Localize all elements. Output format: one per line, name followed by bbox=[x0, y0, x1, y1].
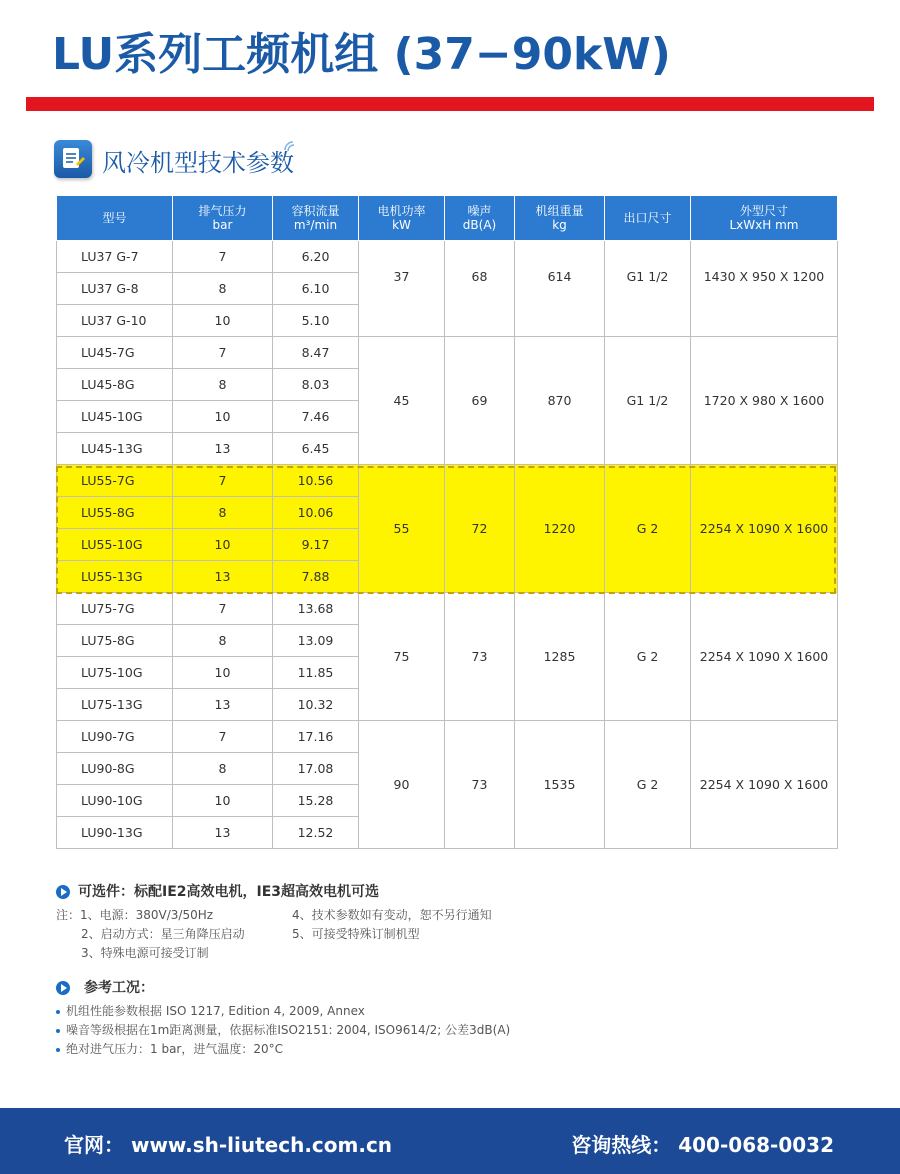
header-noise: 噪声 dB(A) bbox=[445, 196, 515, 241]
outlet-cell: G1 1/2 bbox=[605, 241, 691, 337]
dimensions-cell: 2254 X 1090 X 1600 bbox=[691, 465, 838, 593]
pressure-cell: 10 bbox=[173, 785, 273, 817]
power-cell: 75 bbox=[359, 593, 445, 721]
flow-cell: 10.56 bbox=[273, 465, 359, 497]
pressure-cell: 8 bbox=[173, 273, 273, 305]
flow-cell: 17.08 bbox=[273, 753, 359, 785]
noise-cell: 68 bbox=[445, 241, 515, 337]
weight-cell: 1535 bbox=[515, 721, 605, 849]
power-cell: 45 bbox=[359, 337, 445, 465]
header-weight: 机组重量 kg bbox=[515, 196, 605, 241]
flow-cell: 8.03 bbox=[273, 369, 359, 401]
header-model: 型号 bbox=[57, 196, 173, 241]
website-link[interactable]: 官网： www.sh-liutech.com.cn bbox=[64, 1133, 393, 1157]
bullet-dot-icon bbox=[56, 1029, 60, 1033]
model-cell: LU37 G-8 bbox=[57, 273, 173, 305]
footer-bar bbox=[0, 1108, 900, 1174]
model-cell: LU90-13G bbox=[57, 817, 173, 849]
model-cell: LU55-7G bbox=[57, 465, 173, 497]
power-cell: 37 bbox=[359, 241, 445, 337]
model-cell: LU37 G-7 bbox=[57, 241, 173, 273]
power-cell: 55 bbox=[359, 465, 445, 593]
noise-cell: 72 bbox=[445, 465, 515, 593]
hotline-text: 咨询热线： 400-068-0032 bbox=[571, 1133, 834, 1157]
pressure-cell: 7 bbox=[173, 241, 273, 273]
note-item: 5、可接受特殊订制机型 bbox=[292, 927, 420, 941]
model-cell: LU45-10G bbox=[57, 401, 173, 433]
model-cell: LU75-13G bbox=[57, 689, 173, 721]
table-row bbox=[57, 721, 838, 753]
notes-column-1 bbox=[56, 906, 245, 963]
flow-cell: 6.45 bbox=[273, 433, 359, 465]
flow-cell: 9.17 bbox=[273, 529, 359, 561]
play-bullet-icon bbox=[56, 981, 70, 995]
reference-item: 绝对进气压力：1 bar，进气温度：20°C bbox=[56, 1040, 510, 1059]
outlet-cell: G 2 bbox=[605, 593, 691, 721]
flow-cell: 10.06 bbox=[273, 497, 359, 529]
pressure-cell: 13 bbox=[173, 817, 273, 849]
weight-cell: 614 bbox=[515, 241, 605, 337]
pressure-cell: 13 bbox=[173, 561, 273, 593]
model-cell: LU55-13G bbox=[57, 561, 173, 593]
noise-cell: 73 bbox=[445, 593, 515, 721]
header-pressure: 排气压力 bar bbox=[173, 196, 273, 241]
pressure-cell: 8 bbox=[173, 497, 273, 529]
options-note: 可选件：标配IE2高效电机，IE3超高效电机可选 bbox=[56, 881, 379, 901]
pressure-cell: 10 bbox=[173, 305, 273, 337]
model-cell: LU90-10G bbox=[57, 785, 173, 817]
flow-cell: 6.20 bbox=[273, 241, 359, 273]
flow-cell: 17.16 bbox=[273, 721, 359, 753]
header-outlet: 出口尺寸 bbox=[605, 196, 691, 241]
flow-cell: 11.85 bbox=[273, 657, 359, 689]
model-cell: LU75-8G bbox=[57, 625, 173, 657]
flow-cell: 6.10 bbox=[273, 273, 359, 305]
model-cell: LU55-10G bbox=[57, 529, 173, 561]
noise-cell: 69 bbox=[445, 337, 515, 465]
outlet-cell: G 2 bbox=[605, 465, 691, 593]
model-cell: LU37 G-10 bbox=[57, 305, 173, 337]
flow-cell: 15.28 bbox=[273, 785, 359, 817]
power-cell: 90 bbox=[359, 721, 445, 849]
dimensions-cell: 2254 X 1090 X 1600 bbox=[691, 593, 838, 721]
pressure-cell: 13 bbox=[173, 689, 273, 721]
play-bullet-icon bbox=[56, 885, 70, 899]
bullet-dot-icon bbox=[56, 1048, 60, 1052]
note-item: 4、技术参数如有变动，恕不另行通知 bbox=[292, 908, 492, 922]
reference-title: 参考工况： bbox=[56, 977, 154, 997]
outlet-cell: G1 1/2 bbox=[605, 337, 691, 465]
model-cell: LU75-10G bbox=[57, 657, 173, 689]
pressure-cell: 8 bbox=[173, 369, 273, 401]
section-title: 风冷机型技术参数 bbox=[102, 149, 294, 177]
signal-icon bbox=[282, 136, 300, 154]
reference-item: 机组性能参数根据 ISO 1217, Edition 4, 2009, Annex bbox=[56, 1002, 510, 1021]
pressure-cell: 7 bbox=[173, 337, 273, 369]
reference-item: 噪音等级根据在1m距离测量，依据标准ISO2151: 2004, ISO9614/2; 公差3dB(A) bbox=[56, 1021, 510, 1040]
flow-cell: 8.47 bbox=[273, 337, 359, 369]
flow-cell: 7.88 bbox=[273, 561, 359, 593]
noise-cell: 73 bbox=[445, 721, 515, 849]
pressure-cell: 7 bbox=[173, 465, 273, 497]
model-cell: LU45-13G bbox=[57, 433, 173, 465]
model-cell: LU55-8G bbox=[57, 497, 173, 529]
flow-cell: 10.32 bbox=[273, 689, 359, 721]
dimensions-cell: 1720 X 980 X 1600 bbox=[691, 337, 838, 465]
note-item: 3、特殊电源可接受订制 bbox=[81, 946, 209, 960]
outlet-cell: G 2 bbox=[605, 721, 691, 849]
page-title: LU系列工频机组 (37−90kW) bbox=[52, 29, 671, 80]
pressure-cell: 10 bbox=[173, 657, 273, 689]
model-cell: LU90-8G bbox=[57, 753, 173, 785]
reference-list bbox=[56, 1002, 510, 1059]
table-row bbox=[57, 337, 838, 369]
header-dimensions: 外型尺寸 LxWxH mm bbox=[691, 196, 838, 241]
flow-cell: 12.52 bbox=[273, 817, 359, 849]
model-cell: LU45-8G bbox=[57, 369, 173, 401]
pressure-cell: 8 bbox=[173, 753, 273, 785]
spec-table bbox=[56, 195, 838, 849]
model-cell: LU45-7G bbox=[57, 337, 173, 369]
weight-cell: 1285 bbox=[515, 593, 605, 721]
pressure-cell: 10 bbox=[173, 529, 273, 561]
pressure-cell: 13 bbox=[173, 433, 273, 465]
flow-cell: 13.09 bbox=[273, 625, 359, 657]
header-flow: 容积流量 m³/min bbox=[273, 196, 359, 241]
weight-cell: 1220 bbox=[515, 465, 605, 593]
model-cell: LU90-7G bbox=[57, 721, 173, 753]
dimensions-cell: 2254 X 1090 X 1600 bbox=[691, 721, 838, 849]
table-row bbox=[57, 241, 838, 273]
note-item: 2、启动方式：星三角降压启动 bbox=[81, 927, 245, 941]
dimensions-cell: 1430 X 950 X 1200 bbox=[691, 241, 838, 337]
title-divider bbox=[26, 97, 874, 111]
flow-cell: 5.10 bbox=[273, 305, 359, 337]
model-cell: LU75-7G bbox=[57, 593, 173, 625]
bullet-dot-icon bbox=[56, 1010, 60, 1014]
flow-cell: 13.68 bbox=[273, 593, 359, 625]
note-item: 注：1、电源：380V/3/50Hz bbox=[56, 908, 214, 922]
pressure-cell: 7 bbox=[173, 721, 273, 753]
document-icon bbox=[54, 140, 92, 178]
flow-cell: 7.46 bbox=[273, 401, 359, 433]
table-row bbox=[57, 593, 838, 625]
pressure-cell: 7 bbox=[173, 593, 273, 625]
pressure-cell: 10 bbox=[173, 401, 273, 433]
notes-column-2 bbox=[292, 906, 492, 944]
pressure-cell: 8 bbox=[173, 625, 273, 657]
table-row bbox=[57, 465, 838, 497]
weight-cell: 870 bbox=[515, 337, 605, 465]
table-header-row bbox=[57, 196, 838, 241]
header-power: 电机功率 kW bbox=[359, 196, 445, 241]
